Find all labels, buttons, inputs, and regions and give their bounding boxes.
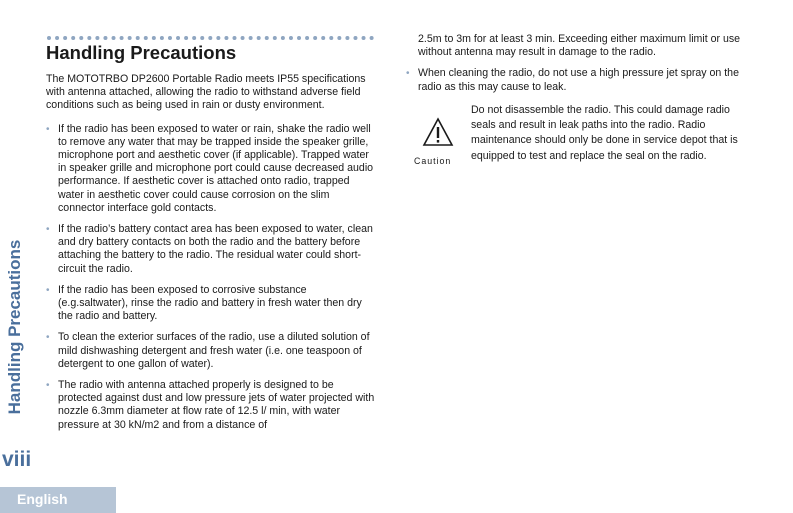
list-item-text: To clean the exterior surfaces of the radio, use a diluted solution of mild dishwashing detergent and fresh water (i.e. one teaspoon of detergent to one gallon of water). — [58, 331, 370, 370]
list-item-text: If the radio’s battery contact area has been exposed to water, clean and dry battery contacts on both the radio and the battery before attaching the battery to the radio. The residual water could short-circuit the radio. — [58, 223, 373, 275]
list-item-text: When cleaning the radio, do not use a high pressure jet spray on the radio as this may cause to leak. — [418, 67, 739, 93]
list-item — [406, 67, 751, 93]
side-tab-label: Handling Precautions — [5, 239, 24, 415]
warning-triangle-icon — [422, 116, 454, 148]
caution-text: Do not disassemble the radio. This could damage radio seals and result in leak paths into the radio. Radio maintenance should only be done in service depot that is equipped to test and replace the seal on the radio. — [471, 104, 738, 162]
continued-paragraph: 2.5m to 3m for at least 3 min. Exceeding either maximum limit or use without antenna may result in damage to the radio. — [418, 33, 741, 59]
bullet-icon: • — [46, 332, 50, 344]
list-item — [46, 284, 376, 324]
language-label: English — [17, 491, 68, 507]
bullet-icon: • — [46, 380, 50, 392]
right-column — [406, 33, 751, 102]
bullet-icon: • — [46, 284, 50, 296]
intro-paragraph: The MOTOTRBO DP2600 Portable Radio meets IP55 specifications with antenna attached, allowing the radio to withstand adverse field conditions such as being used in rain or dusty environment. — [46, 73, 366, 112]
section-title: Handling Precautions — [46, 42, 237, 63]
list-item — [46, 379, 376, 432]
bullet-list-right — [406, 67, 751, 93]
caution-label: Caution — [414, 156, 452, 166]
side-tab — [0, 232, 30, 422]
bullet-icon: • — [406, 68, 410, 80]
left-column — [46, 73, 376, 440]
heading-rule — [47, 36, 374, 40]
list-item-text: If the radio has been exposed to water or rain, shake the radio well to remove any water that may be trapped inside the speaker grille, microphone port and aesthetic cover (if applicable). Trapped water in speaker grille and microphone port could cause decreased audio performance. If aesthetic cover is attached onto radio, trapped water in aesthetic cover could cause corrosion on the slim connector interface gold contacts. — [58, 122, 374, 214]
bullet-icon: • — [46, 123, 50, 135]
language-tab — [0, 487, 116, 513]
list-item — [46, 223, 376, 276]
bullet-icon: • — [46, 224, 50, 236]
list-item — [46, 331, 376, 371]
list-item-text: The radio with antenna attached properly is designed to be protected against dust and low pressure jets of water projected with nozzle 6.3mm diameter at flow rate of 12.5 l/ min, with water pressure at 30 kN/m2 and from a distance of — [58, 379, 375, 431]
list-item-text: If the radio has been exposed to corrosive substance (e.g.saltwater), rinse the radio and battery in fresh water then dry the radio and battery. — [58, 283, 362, 323]
list-item — [46, 123, 376, 215]
page-number: viii — [2, 448, 32, 471]
bullet-list-left — [46, 123, 376, 432]
